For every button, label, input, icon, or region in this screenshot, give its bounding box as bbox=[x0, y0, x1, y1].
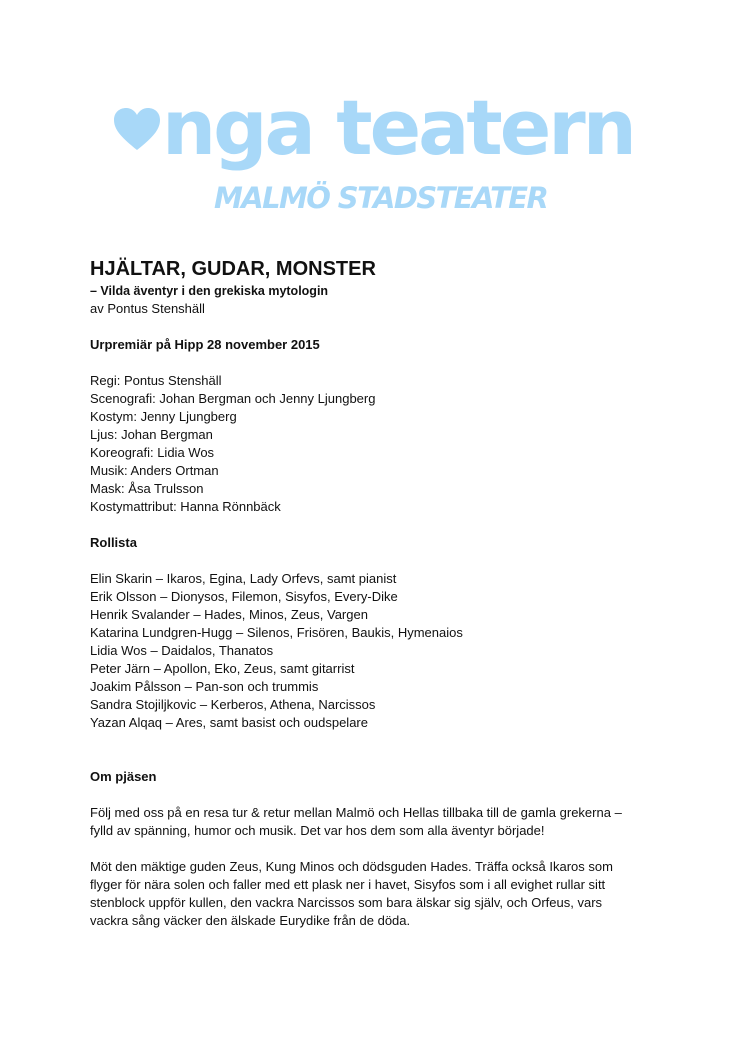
cast-line: Sandra Stojiljkovic – Kerberos, Athena, Narcissos bbox=[90, 697, 376, 712]
cast-line: Lidia Wos – Daidalos, Thanatos bbox=[90, 643, 274, 658]
logo-text-malmo-stadsteater: MALMÖ STADSTEATER bbox=[214, 181, 548, 215]
cast-list bbox=[90, 570, 670, 732]
paragraph-line: Möt den mäktige guden Zeus, Kung Minos och dödsguden Hades. Träffa också Ikaros som bbox=[90, 859, 613, 874]
cast-line: Yazan Alqaq – Ares, samt basist och oudspelare bbox=[90, 715, 368, 730]
credits-list bbox=[90, 372, 670, 516]
subtitle: – Vilda äventyr i den grekiska mytologin bbox=[90, 284, 329, 298]
credit-line: Regi: Pontus Stenshäll bbox=[90, 373, 222, 388]
about-paragraph-1 bbox=[90, 804, 670, 840]
cast-line: Erik Olsson – Dionysos, Filemon, Sisyfos, Every-Dike bbox=[90, 589, 398, 604]
author: av Pontus Stenshäll bbox=[90, 301, 205, 316]
credit-line: Mask: Åsa Trulsson bbox=[90, 481, 204, 496]
cast-line: Henrik Svalander – Hades, Minos, Zeus, Vargen bbox=[90, 607, 368, 622]
paragraph-line: stenblock uppför kullen, den vackra Narcissos som bara älskar sig själv, och Orfeus, vars bbox=[90, 895, 603, 910]
cast-line: Joakim Pålsson – Pan-son och trummis bbox=[90, 679, 319, 694]
paragraph-line: flyger för nära solen och faller med ett plask ner i havet, Sisyfos som i all evighet rullar sitt bbox=[90, 877, 606, 892]
credit-line: Musik: Anders Ortman bbox=[90, 463, 219, 478]
credit-line: Koreografi: Lidia Wos bbox=[90, 445, 215, 460]
cast-line: Katarina Lundgren-Hugg – Silenos, Frisören, Baukis, Hymenaios bbox=[90, 625, 463, 640]
credit-line: Scenografi: Johan Bergman och Jenny Ljungberg bbox=[90, 391, 376, 406]
page-title: HJÄLTAR, GUDAR, MONSTER bbox=[90, 258, 376, 280]
credit-line: Kostym: Jenny Ljungberg bbox=[90, 409, 237, 424]
premiere: Urpremiär på Hipp 28 november 2015 bbox=[90, 337, 320, 352]
credit-line: Kostymattribut: Hanna Rönnbäck bbox=[90, 499, 281, 514]
cast-heading: Rollista bbox=[90, 535, 137, 550]
unga-teatern-logo bbox=[114, 83, 634, 216]
cast-line: Elin Skarin – Ikaros, Egina, Lady Orfevs, samt pianist bbox=[90, 571, 397, 586]
paragraph-line: Följ med oss på en resa tur & retur mellan Malmö och Hellas tillbaka till de gamla grekerna – bbox=[90, 805, 622, 820]
paragraph-line: fylld av spänning, humor och musik. Det var hos dem som alla äventyr började! bbox=[90, 823, 545, 838]
heart-icon bbox=[114, 108, 160, 152]
logo-text-unga-teatern: nga teatern bbox=[162, 83, 634, 172]
logo-line1 bbox=[114, 83, 634, 172]
cast-line: Peter Järn – Apollon, Eko, Zeus, samt gitarrist bbox=[90, 661, 355, 676]
paragraph-line: vackra sång väcker den älskade Eurydike från de döda. bbox=[90, 913, 411, 928]
about-heading: Om pjäsen bbox=[90, 769, 157, 784]
document-body bbox=[90, 256, 670, 930]
about-paragraph-2 bbox=[90, 858, 670, 930]
credit-line: Ljus: Johan Bergman bbox=[90, 427, 213, 442]
